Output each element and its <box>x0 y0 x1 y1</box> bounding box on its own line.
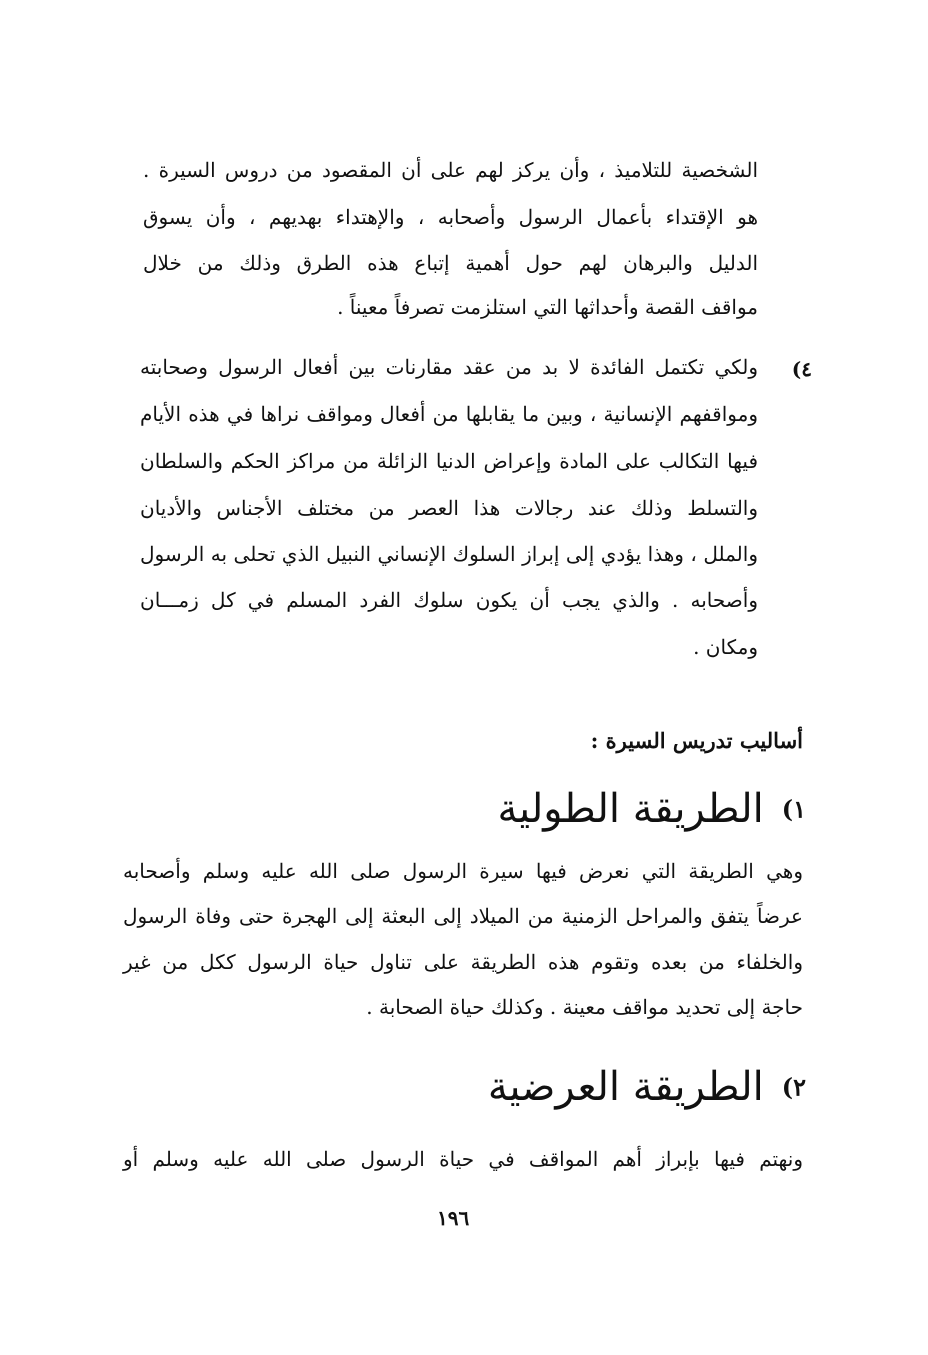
method-number: ١) <box>781 794 806 824</box>
paragraph-line: الشخصية للتلاميذ ، وأن يركز لهم على أن المقصود من دروس السيرة . <box>143 158 758 182</box>
paragraph-line: الدليل والبرهان لهم حول أهمية إتباع هذه الطرق وذلك من خلال <box>143 251 758 275</box>
method-line: حاجة إلى تحديد مواقف معينة . وكذلك حياة الصحابة . <box>366 995 803 1019</box>
method-line: ونهتم فيها بإبراز أهم المواقف في حياة الرسول صلى الله عليه وسلم أو <box>123 1147 803 1171</box>
item-line: فيها التكالب على المادة وإعراض الدنيا الزائلة من مراكز الحكم والسلطان <box>140 449 758 473</box>
method-line: والخلفاء من بعده وتقوم هذه الطريقة على تناول حياة الرسول ككل من غير <box>123 950 803 974</box>
item-line: ومكان . <box>693 635 758 659</box>
method-heading <box>498 786 806 832</box>
method-number: ٢) <box>781 1072 806 1102</box>
item-number: ٤) <box>791 357 812 381</box>
paragraph-line: هو الإقتداء بأعمال الرسول وأصحابه ، والإهتداء بهديهم ، وأن يسوق <box>143 205 758 229</box>
method-line: عرضاً يتفق والمراحل الزمنية من الميلاد إلى البعثة إلى الهجرة حتى وفاة الرسول <box>123 904 803 928</box>
paragraph-line: مواقف القصة وأحداثها التي استلزمت تصرفاً معيناً . <box>337 295 758 319</box>
item-line: والملل ، وهذا يؤدي إلى إبراز السلوك الإنساني النبيل الذي تحلى به الرسول <box>140 542 758 566</box>
item-line: وأصحابه . والذي يجب أن يكون سلوك الفرد المسلم في كل زمـــان <box>140 588 758 612</box>
section-title: أساليب تدريس السيرة : <box>590 728 803 753</box>
method-title: الطريقة العرضية <box>487 1064 764 1110</box>
item-line: ولكي تكتمل الفائدة لا بد من عقد مقارنات بين أفعال الرسول وصحابته <box>140 355 758 379</box>
page-number: ١٩٦ <box>437 1206 470 1230</box>
method-heading <box>488 1064 806 1110</box>
method-title: الطريقة الطولية <box>497 786 764 832</box>
method-line: وهي الطريقة التي نعرض فيها سيرة الرسول صلى الله عليه وسلم وأصحابه <box>123 859 803 883</box>
item-line: ومواقفهم الإنسانية ، وبين ما يقابلها من أفعال ومواقف نراها في هذه الأيام <box>140 402 758 426</box>
item-line: والتسلط وذلك عند رجالات هذا العصر من مختلف الأجناس والأديان <box>140 496 758 520</box>
